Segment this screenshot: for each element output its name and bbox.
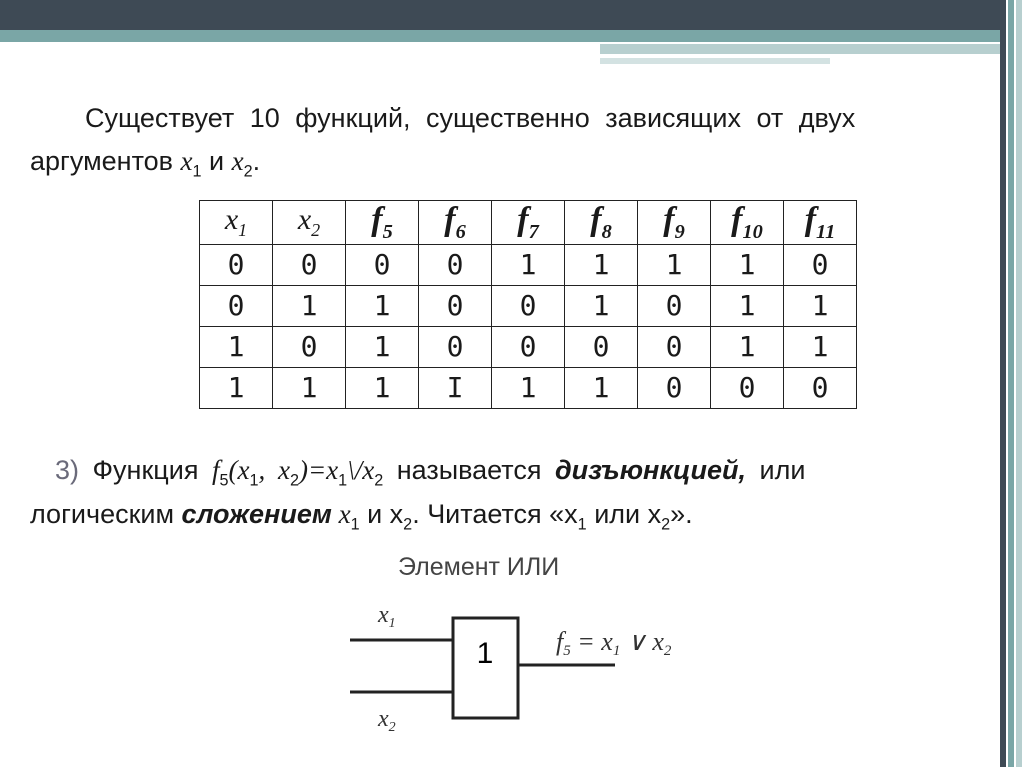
table-cell: 0 [784, 367, 857, 408]
table-header-cell: $f_9$ [638, 201, 711, 245]
table-cell: 1 [565, 285, 638, 326]
gate-symbol: 1 [476, 637, 494, 670]
intro-line-1: Существует 10 функций, существенно зависящих от двух [85, 103, 856, 133]
table-cell: 1 [565, 367, 638, 408]
table-cell: 1 [346, 285, 419, 326]
table-header-cell: $f_{10}$ [711, 201, 784, 245]
table-header-cell: $f_6$ [419, 201, 492, 245]
table-cell: 1 [200, 367, 273, 408]
table-cell: 1 [273, 285, 346, 326]
table-cell: 0 [638, 367, 711, 408]
table-cell: 0 [638, 285, 711, 326]
table-cell: 0 [200, 285, 273, 326]
term-disjunction: дизъюнкцией, [554, 455, 746, 485]
table-cell: 1 [346, 326, 419, 367]
table-cell: 0 [419, 326, 492, 367]
section-3-line-1: 3) Функция $f_5(x_1$, $x_2)=x_1\backslash/x_2$ называется дизъюнкцией, или [55, 455, 806, 490]
table-cell: 1 [492, 367, 565, 408]
table-cell: 0 [273, 244, 346, 285]
table-cell: 0 [784, 244, 857, 285]
table-cell: 0 [200, 244, 273, 285]
table-cell: I [419, 367, 492, 408]
table-cell: 1 [711, 244, 784, 285]
gate-title: Элемент ИЛИ [398, 553, 560, 581]
table-cell: 1 [565, 244, 638, 285]
section-3-line-2: логическим сложением $x_1$ и $x_2$. Читается «$x_1$ или $x_2$». [30, 499, 693, 534]
table-cell: 1 [346, 367, 419, 408]
table-header-cell: $x_1$ [200, 201, 273, 245]
table-header-cell: $f_{11}$ [784, 201, 857, 245]
table-cell: 0 [711, 367, 784, 408]
table-cell: 0 [419, 244, 492, 285]
table-cell: 0 [346, 244, 419, 285]
table-cell: 1 [492, 244, 565, 285]
table-cell: 0 [419, 285, 492, 326]
table-cell: 0 [492, 326, 565, 367]
table-header-cell: $f_5$ [346, 201, 419, 245]
table-cell: 1 [200, 326, 273, 367]
table-header-cell: $f_8$ [565, 201, 638, 245]
gate-output-formula: f5 = x1 ∨ x2 [556, 627, 672, 659]
table-cell: 0 [492, 285, 565, 326]
table-cell: 1 [711, 285, 784, 326]
table-cell: 1 [638, 244, 711, 285]
term-addition: сложением [181, 499, 332, 529]
table-cell: 0 [273, 326, 346, 367]
gate-input-1-label: $x_1$ [378, 602, 396, 631]
table-cell: 1 [784, 285, 857, 326]
intro-line-2: аргументов $x_1$ и $x_2$. [30, 146, 261, 181]
table-cell: 1 [711, 326, 784, 367]
gate-input-2-label: $x_2$ [378, 706, 396, 735]
table-header-cell: $x_2$ [273, 201, 346, 245]
table-cell: 0 [638, 326, 711, 367]
table-header-cell: $f_7$ [492, 201, 565, 245]
table-cell: 1 [273, 367, 346, 408]
table-cell: 1 [784, 326, 857, 367]
table-cell: 0 [565, 326, 638, 367]
